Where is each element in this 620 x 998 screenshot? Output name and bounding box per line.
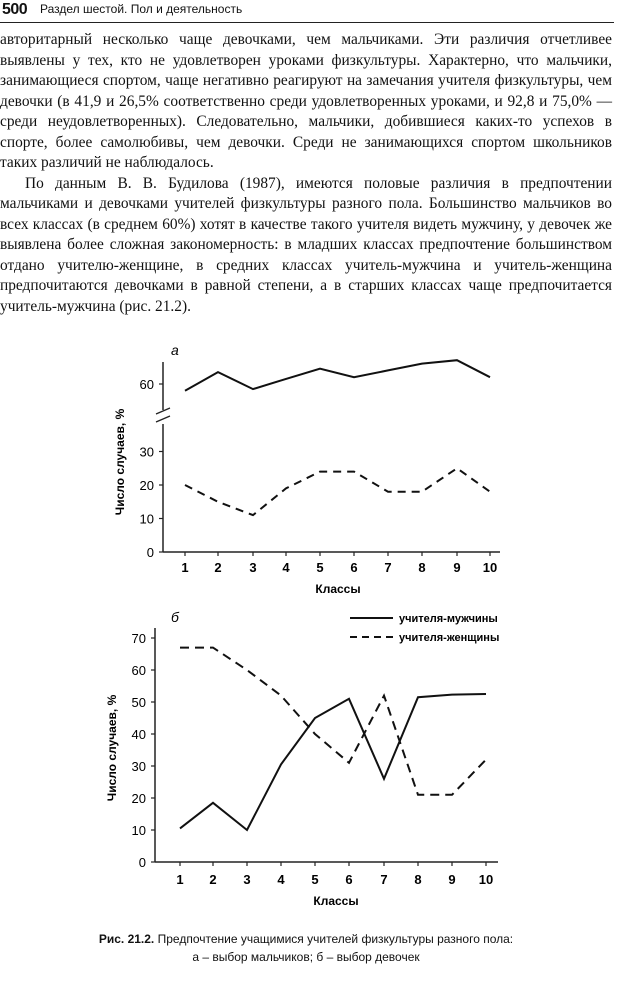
caption-line2: а – выбор мальчиков; б – выбор девочек (192, 950, 420, 964)
y-tick-label-b: 10 (131, 823, 146, 838)
x-axis-label-a: Классы (315, 582, 361, 596)
y-tick-label-b: 30 (131, 759, 146, 774)
x-tick-label-b: 5 (311, 872, 319, 887)
y-tick-label-a: 60 (139, 377, 154, 392)
y-tick-label-b: 0 (138, 855, 146, 870)
y-tick-label-b: 50 (131, 695, 146, 710)
panel-label-a: а (171, 342, 179, 358)
page-number: 500 (2, 1, 28, 18)
y-tick-label-a: 10 (139, 511, 154, 527)
series-line-women-a (185, 468, 490, 515)
x-tick-label-b: 9 (448, 872, 456, 887)
x-axis-label-b: Классы (313, 894, 359, 908)
x-tick-label-a: 10 (482, 560, 498, 575)
x-tick-label-b: 10 (478, 872, 494, 887)
x-tick-label-b: 2 (209, 872, 217, 887)
x-tick-label-b: 4 (277, 872, 285, 887)
caption-text: Предпочтение учащимися учителей физкультуры разного пола: (157, 932, 514, 946)
x-tick-label-b: 3 (243, 872, 251, 887)
y-tick-label-b: 40 (131, 727, 146, 742)
x-tick-label-a: 6 (350, 560, 358, 575)
paragraph: По данным В. В. Будилова (1987), имеются половые различия в предпочтении мальчиками и девочками учителей физкультуры разного пола. Большинство мальчиков во всех классах (в среднем 60%) хотят в качестве такого учителя видеть мужчину, у девочек же выявлена более сложная закономерность: в младших классах предпочтение большинством отдано учителю-женщине, в средних классах учитель-мужчина и учитель-женщина предпочитаются девочками в равной степени, а в старших классах чаще предпочитается учитель-мужчина (рис. 21.2). (0, 174, 612, 315)
x-tick-label-a: 9 (453, 560, 461, 575)
caption-number: Рис. 21.2. (98, 932, 155, 946)
series-line-men-b (180, 694, 486, 830)
x-tick-label-a: 7 (384, 560, 392, 575)
axis-break-a (156, 408, 170, 422)
y-axis-label-a: Число случаев, % (113, 408, 127, 516)
x-tick-label-a: 5 (316, 560, 324, 575)
figure-caption (0, 930, 612, 966)
x-tick-label-a: 4 (282, 560, 290, 575)
y-tick-label-a: 30 (139, 444, 154, 460)
paragraph: авторитарный несколько чаще девочками, чем мальчиками. Эти различия отчетливее выявлены у тех, кто не удовлетворен уроками физкультуры. Характерно, что мальчики, занимающиеся спортом, чаще негативно реагируют на замечания учителя физкультуры, чем девочки (в 41,9 и 26,5% соответственно среди удовлетворенных уроками, и 92,8 и 75,0% — среди неудовлетворенных). Следовательно, мальчики, добившиеся каких-то успехов в спорте, более самолюбивы, чем девочки. Среди не занимающихся спортом школьников таких различий не наблюдалось. (0, 31, 612, 171)
x-tick-label-b: 7 (380, 872, 388, 887)
y-tick-label-b: 60 (131, 663, 146, 678)
legend-label-women: учителя-женщины (399, 632, 500, 644)
legend-label-men: учителя-мужчины (399, 613, 498, 625)
y-tick-label-a: 20 (139, 478, 154, 493)
y-tick-label-b: 70 (131, 631, 146, 646)
x-tick-label-b: 6 (345, 872, 353, 887)
x-tick-label-a: 1 (181, 560, 189, 575)
x-tick-label-b: 8 (414, 872, 422, 887)
series-line-men-a (185, 360, 490, 391)
y-tick-label-a: 0 (146, 545, 154, 560)
y-axis-label-b: Число случаев, % (105, 694, 119, 802)
x-tick-label-a: 2 (214, 560, 222, 575)
y-tick-label-b: 20 (131, 791, 146, 806)
running-head: Раздел шестой. Пол и деятельность (40, 2, 243, 16)
x-tick-label-b: 1 (176, 872, 184, 887)
x-tick-label-a: 8 (418, 560, 426, 575)
x-tick-label-a: 3 (249, 560, 257, 575)
series-line-women-b (180, 648, 486, 795)
panel-label-b: б (171, 609, 179, 625)
